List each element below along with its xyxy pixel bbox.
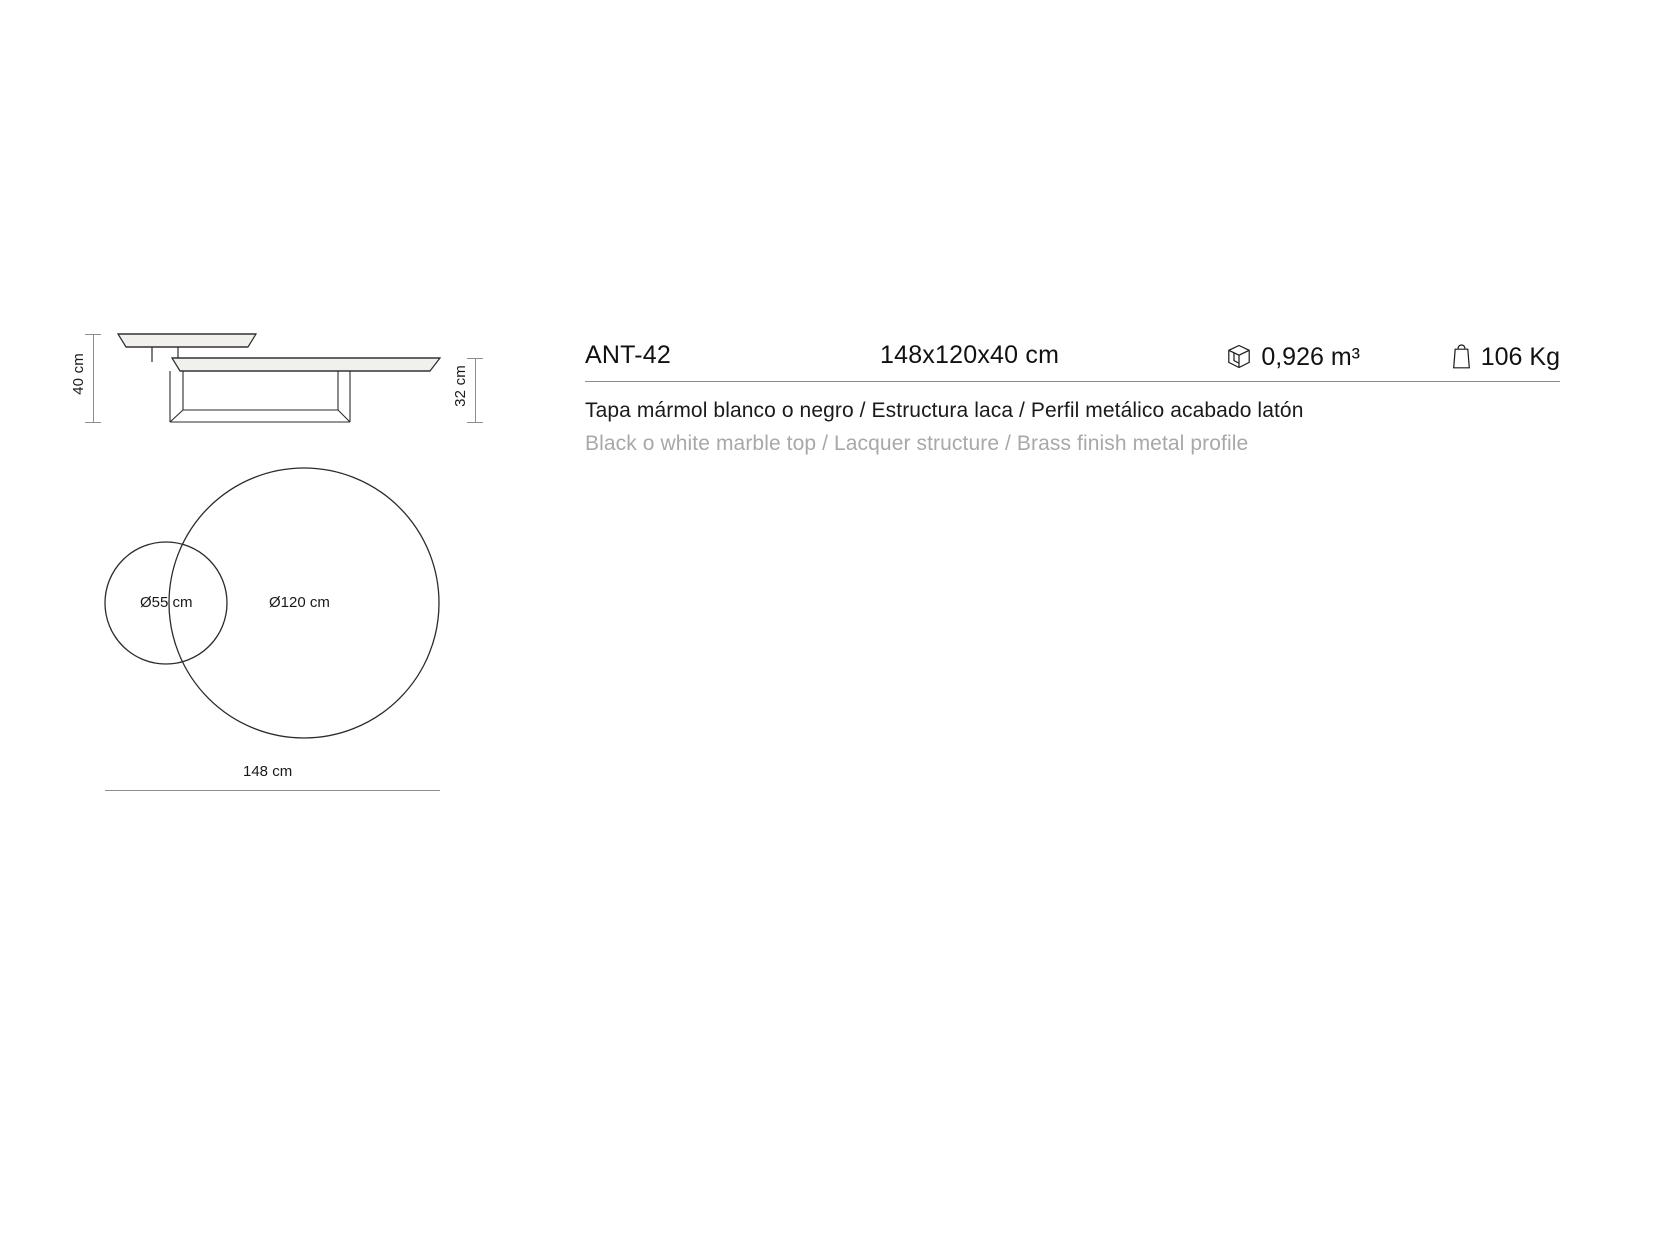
product-code: ANT-42 [585,341,671,369]
label-small-diameter: Ø55 cm [140,594,193,611]
box-volume-icon [1227,344,1251,370]
dim-label-width: 148 cm [243,763,293,780]
label-large-diameter: Ø120 cm [269,594,330,611]
dim-line-height-right [475,358,476,422]
dim-tick-top-left [85,334,101,335]
elevation-view-svg [0,0,520,470]
description-english: Black o white marble top / Lacquer structure / Brass finish metal profile [585,432,1249,455]
volume-value: 0,926 m³ [1261,343,1360,371]
weight-group [1452,344,1560,370]
dim-label-height-left: 40 cm [70,353,87,395]
description-spanish: Tapa mármol blanco o negro / Estructura laca / Perfil metálico acabado latón [585,399,1304,422]
dim-tick-bottom-right [467,422,483,423]
product-info [585,330,1560,456]
dim-tick-bottom-left [85,422,101,423]
divider-rule [585,381,1560,382]
weight-icon [1452,344,1471,370]
product-dimensions: 148x120x40 cm [880,341,1060,369]
technical-drawing [0,0,520,900]
product-header-row [585,330,1560,370]
dim-line-width [105,790,440,791]
dim-line-height-left [93,334,94,422]
weight-value: 106 Kg [1480,343,1560,371]
plan-view-svg [0,460,520,790]
dim-label-height-right: 32 cm [452,365,469,407]
volume-group [1227,344,1360,370]
dim-tick-top-right [467,358,483,359]
